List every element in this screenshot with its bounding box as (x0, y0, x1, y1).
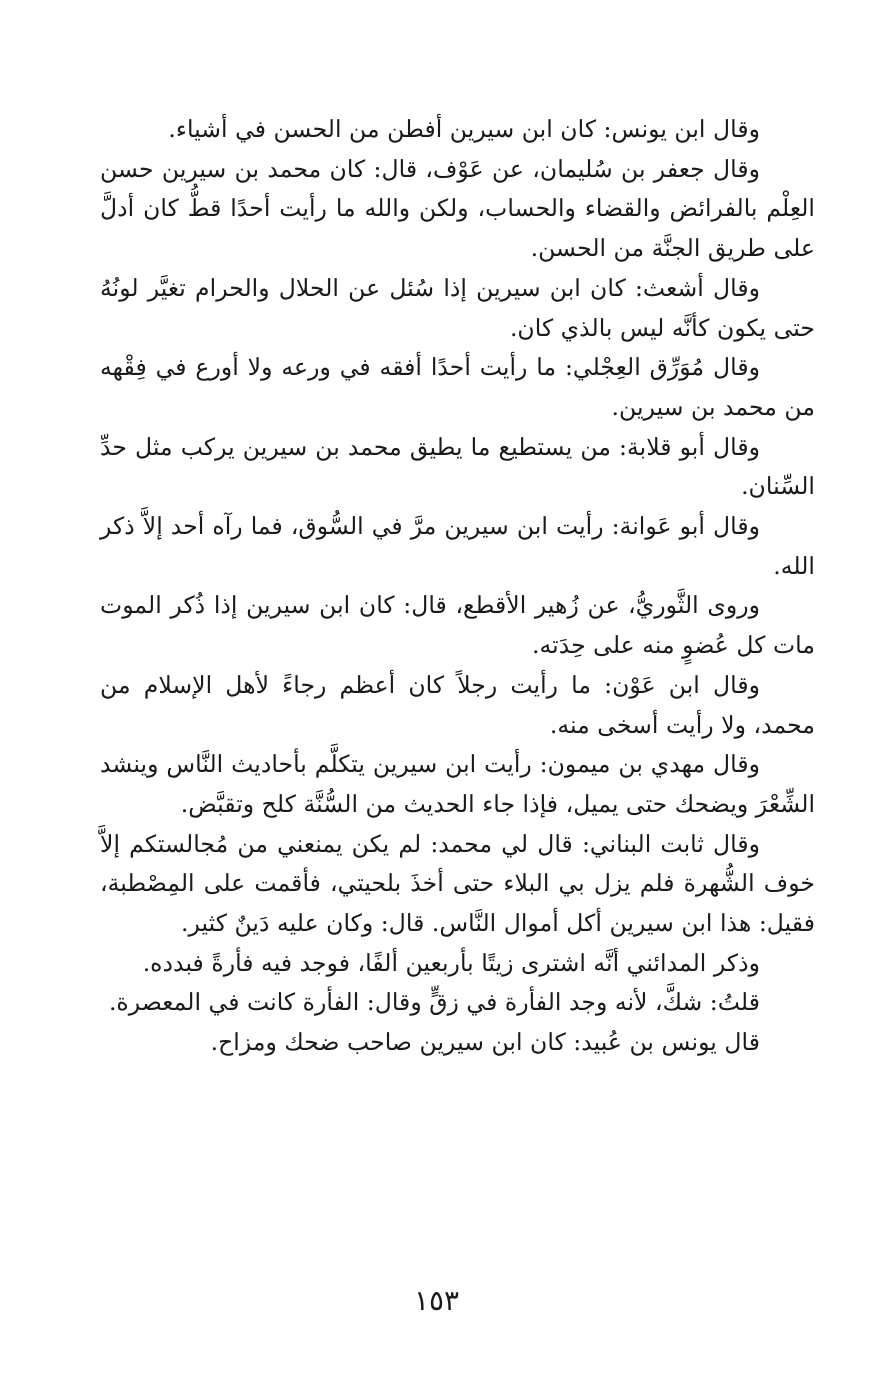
paragraph-11: وذكر المدائني أنَّه اشترى زيتًا بأربعين ألفًا، فوجد فيه فأرةً فبدده. (142, 948, 760, 977)
paragraph-3: وقال أشعث: كان ابن سيرين إذا سُئل عن الحلال والحرام تغيَّر لونُهُ حتى يكون كأنَّه ليس بالذي كان. (100, 273, 815, 342)
paragraph-8: وقال ابن عَوْن: ما رأيت رجلاً كان أعظم رجاءً لأهل الإسلام من محمد، ولا رأيت أسخى منه. (100, 670, 815, 739)
paragraph-4: وقال مُوَرِّق العِجْلي: ما رأيت أحدًا أفقه في ورعه ولا أورع في فِقْهه من محمد بن سيرين. (100, 353, 815, 421)
paragraph-13: قال يونس بن عُبيد: كان ابن سيرين صاحب ضحك ومزاح. (210, 1028, 760, 1057)
paragraph-9: وقال مهدي بن ميمون: رأيت ابن سيرين يتكلَّم بأحاديث النَّاس وينشد الشِّعْرَ ويضحك حتى يميل، فإذا جاء الحديث من السُّنَّة كلح وتقبَّض. (100, 750, 815, 818)
paragraph-6: وقال أبو عَوانة: رأيت ابن سيرين مرَّ في السُّوق، فما رآه أحد إلاَّ ذكر الله. (100, 512, 815, 580)
paragraph-1: وقال ابن يونس: كان ابن سيرين أفطن من الحسن في أشياء. (168, 115, 760, 143)
paragraph-2: وقال جعفر بن سُليمان، عن عَوْف، قال: كان محمد بن سيرين حسن العِلْم بالفرائض والقضاء والحساب، ولكن والله ما رأيت أحدًا قطُّ كان أدلَّ على طريق الجنَّة من الحسن. (100, 154, 815, 263)
paragraph-5: وقال أبو قلابة: من يستطيع ما يطيق محمد بن سيرين يركب مثل حدِّ السِّنان. (100, 432, 815, 501)
paragraph-10: وقال ثابت البناني: قال لي محمد: لم يكن يمنعني من مُجالستكم إلاَّ خوف الشُّهرة فلم يزل بي البلاء حتى أخذَ بلحيتي، فأقمت على المِصْطبة، فقيل: هذا ابن سيرين أكل أموال النَّاس. قال: وكان عليه دَينٌ كثير. (100, 829, 815, 938)
page-number: ١٥٣ (413, 1284, 460, 1317)
paragraph-7: وروى الثَّوريُّ، عن زُهير الأقطع، قال: كان ابن سيرين إذا ذُكر الموت مات كل عُضوٍ منه على حِدَته. (100, 591, 815, 660)
paragraph-12: قلتُ: شكَّ، لأنه وجد الفأرة في زقٍّ وقال: الفأرة كانت في المعصرة. (108, 988, 760, 1017)
body-text (100, 110, 815, 1063)
